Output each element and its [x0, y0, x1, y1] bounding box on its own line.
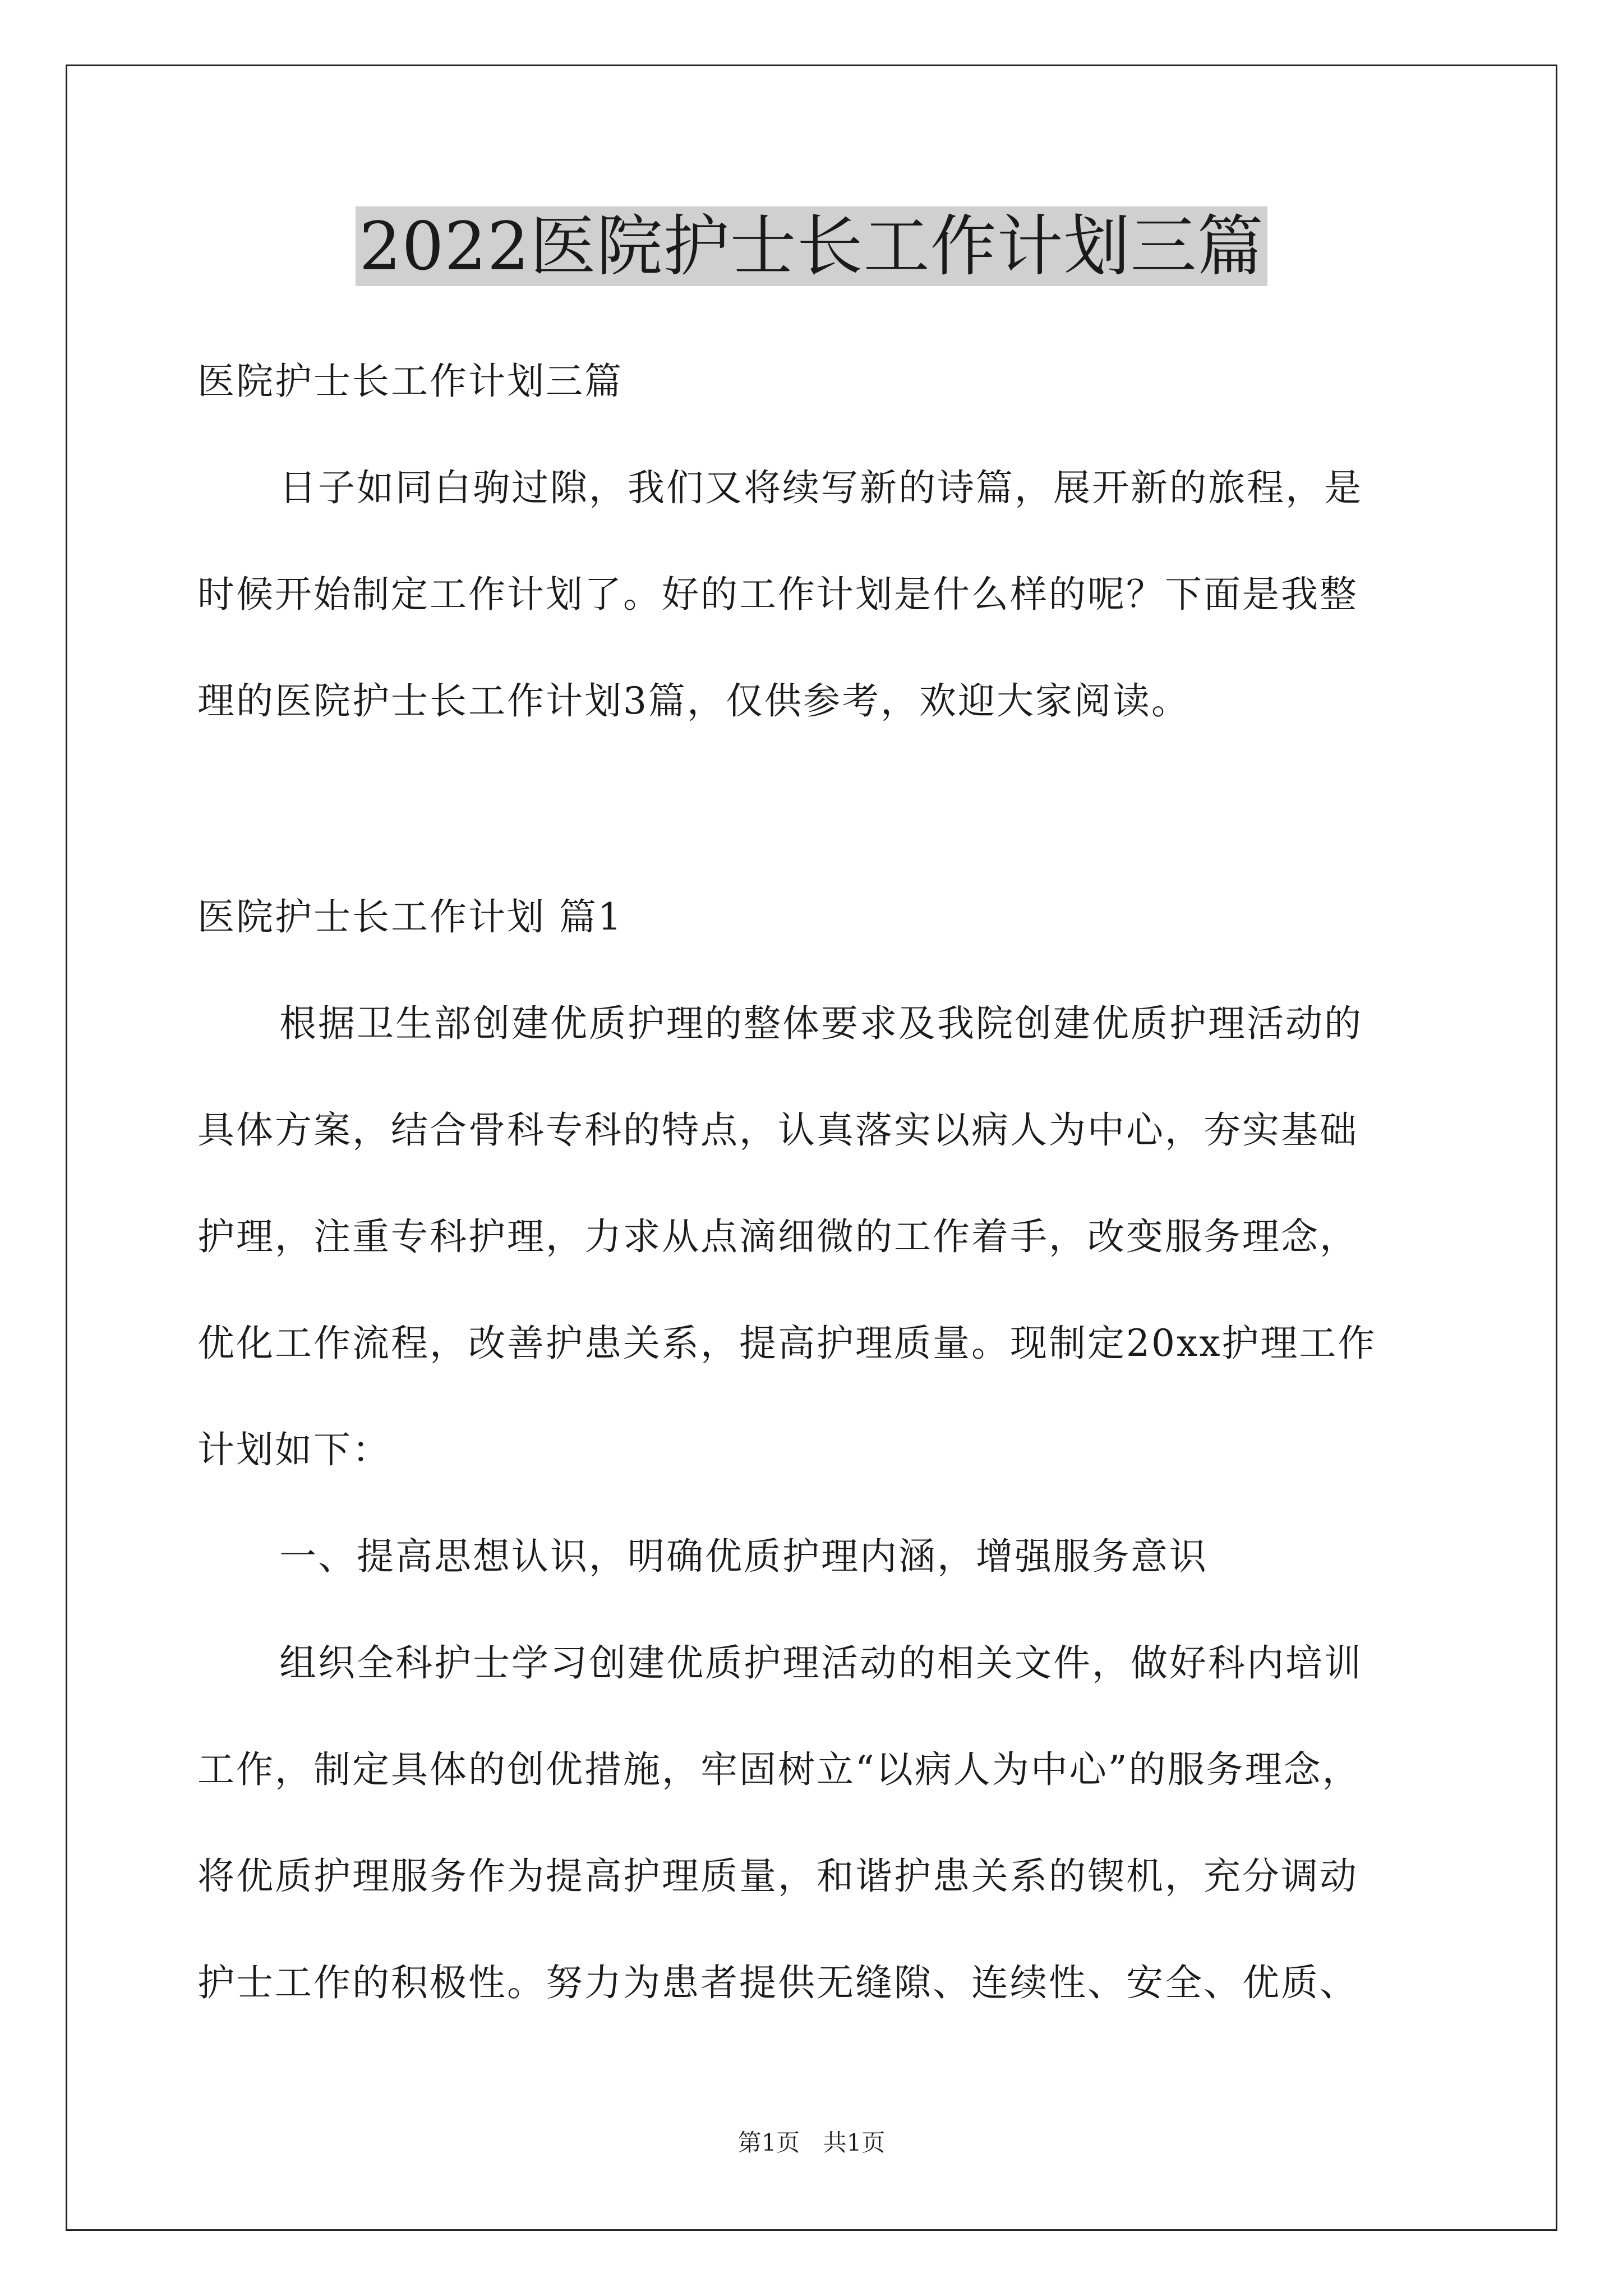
paragraph-line: 组织全科护士学习创建优质护理活动的相关文件，做好科内培训 — [279, 1641, 1363, 1685]
paragraph-line: 理的医院护士长工作计划3篇，仅供参考，欢迎大家阅读。 — [197, 679, 1190, 723]
paragraph-line: 日子如同白驹过隙，我们又将续写新的诗篇，展开新的旅程，是 — [279, 466, 1363, 509]
paragraph-line: 计划如下： — [197, 1428, 391, 1471]
page-footer — [0, 2129, 1623, 2157]
subtitle-line: 医院护士长工作计划三篇 — [197, 360, 623, 403]
paragraph-line: 优化工作流程，改善护患关系，提高护理质量。现制定20xx护理工作 — [197, 1322, 1377, 1365]
section-heading: 医院护士长工作计划 篇1 — [197, 895, 623, 938]
title-wrap — [0, 206, 1623, 286]
paragraph-line: 工作，制定具体的创优措施，牢固树立“以病人为中心”的服务理念， — [197, 1748, 1361, 1791]
paragraph-line: 时候开始制定工作计划了。好的工作计划是什么样的呢？下面是我整 — [197, 573, 1358, 616]
subsection-heading: 一、提高思想认识，明确优质护理内涵，增强服务意识 — [279, 1535, 1208, 1578]
paragraph-line: 根据卫生部创建优质护理的整体要求及我院创建优质护理活动的 — [279, 1002, 1363, 1045]
document-title: 2022医院护士长工作计划三篇 — [356, 206, 1267, 286]
paragraph-line: 护理，注重专科护理，力求从点滴细微的工作着手，改变服务理念， — [197, 1215, 1358, 1258]
paragraph-line: 护士工作的积极性。努力为患者提供无缝隙、连续性、安全、优质、 — [197, 1961, 1358, 2004]
page-number: 第1页 — [737, 2129, 800, 2156]
page-total: 共1页 — [823, 2129, 886, 2156]
paragraph-line: 具体方案，结合骨科专科的特点，认真落实以病人为中心，夯实基础 — [197, 1108, 1358, 1152]
paragraph-line: 将优质护理服务作为提高护理质量，和谐护患关系的锲机，充分调动 — [197, 1855, 1358, 1898]
